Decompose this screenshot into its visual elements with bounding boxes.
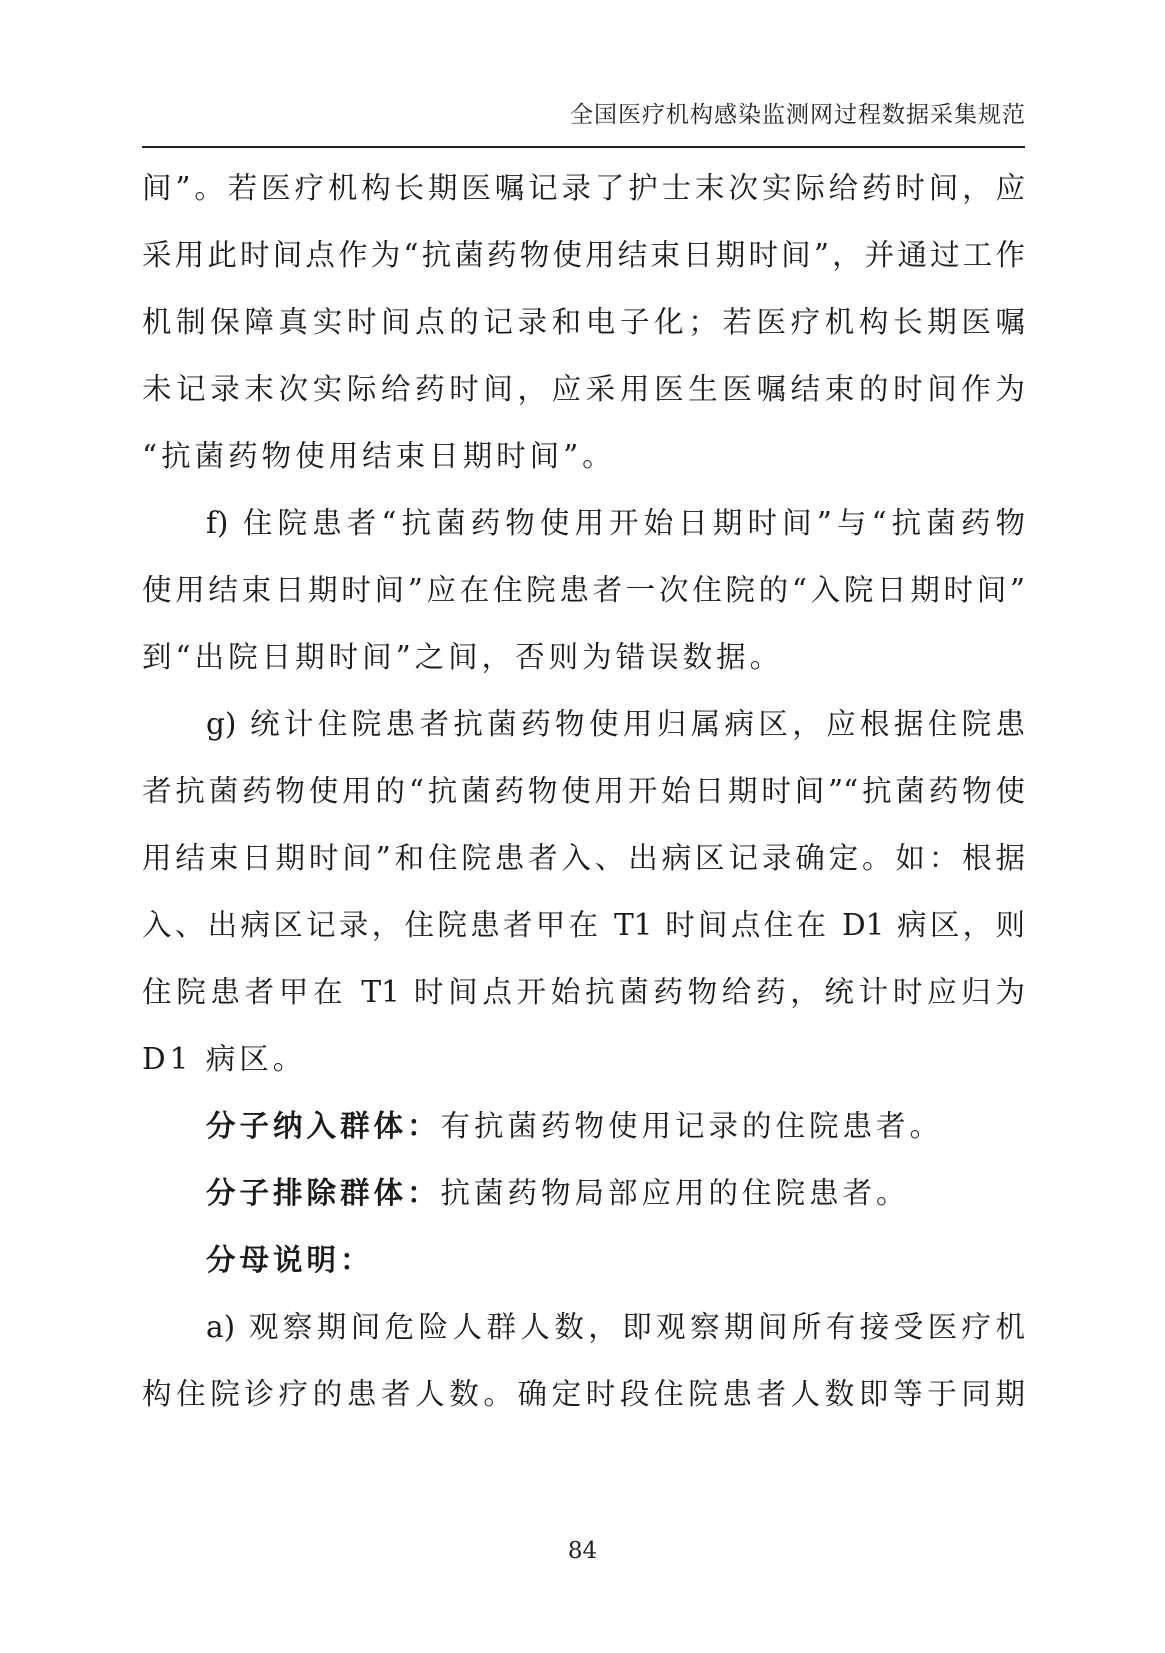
running-header: 全国医疗机构感染监测网过程数据采集规范 <box>570 102 1026 128</box>
numerator-exclude-line <box>206 1173 1025 1213</box>
body-line: 机制保障真实时间点的记录和电子化；若医疗机构长期医嘱 <box>142 305 1025 339</box>
body-line: 到“出院日期时间”之间，否则为错误数据。 <box>142 640 784 674</box>
body-line: 使用结束日期时间”应在住院患者一次住院的“入院日期时间” <box>142 573 1025 607</box>
header-rule <box>142 146 1025 148</box>
paragraph-a-line: a) 观察期间危险人群人数，即观察期间所有接受医疗机 <box>206 1310 1025 1344</box>
body-line: 者抗菌药物使用的“抗菌药物使用开始日期时间”“抗菌药物使 <box>142 774 1025 808</box>
numerator-include-label: 分子纳入群体： <box>206 1108 441 1143</box>
body-line: 未记录末次实际给药时间，应采用医生医嘱结束的时间作为 <box>142 372 1025 406</box>
body-line: 用结束日期时间”和住院患者入、出病区记录确定。如：根据 <box>142 841 1025 875</box>
body-line: 构住院诊疗的患者人数。确定时段住院患者人数即等于同期 <box>142 1377 1025 1411</box>
paragraph-f-line: f) 住院患者“抗菌药物使用开始日期时间”与“抗菌药物 <box>206 506 1025 540</box>
body-line: D1 病区。 <box>142 1042 307 1076</box>
body-line: “抗菌药物使用结束日期时间”。 <box>142 439 616 473</box>
body-line: 住院患者甲在 T1 时间点开始抗菌药物给药，统计时应归为 <box>142 975 1025 1009</box>
denominator-heading <box>206 1240 1025 1280</box>
body-line: 采用此时间点作为“抗菌药物使用结束日期时间”，并通过工作 <box>142 238 1025 272</box>
paragraph-g-line: g) 统计住院患者抗菌药物使用归属病区，应根据住院患 <box>206 707 1025 741</box>
numerator-exclude-label: 分子排除群体： <box>206 1175 441 1210</box>
numerator-include-text: 有抗菌药物使用记录的住院患者。 <box>440 1109 944 1143</box>
denominator-label: 分母说明： <box>206 1242 374 1277</box>
numerator-include-line <box>206 1106 1025 1146</box>
body-line: 间”。若医疗机构长期医嘱记录了护士末次实际给药时间，应 <box>142 171 1025 205</box>
numerator-exclude-text: 抗菌药物局部应用的住院患者。 <box>440 1176 910 1210</box>
page-number: 84 <box>567 1538 598 1564</box>
body-line: 入、出病区记录，住院患者甲在 T1 时间点住在 D1 病区，则 <box>142 908 1025 942</box>
